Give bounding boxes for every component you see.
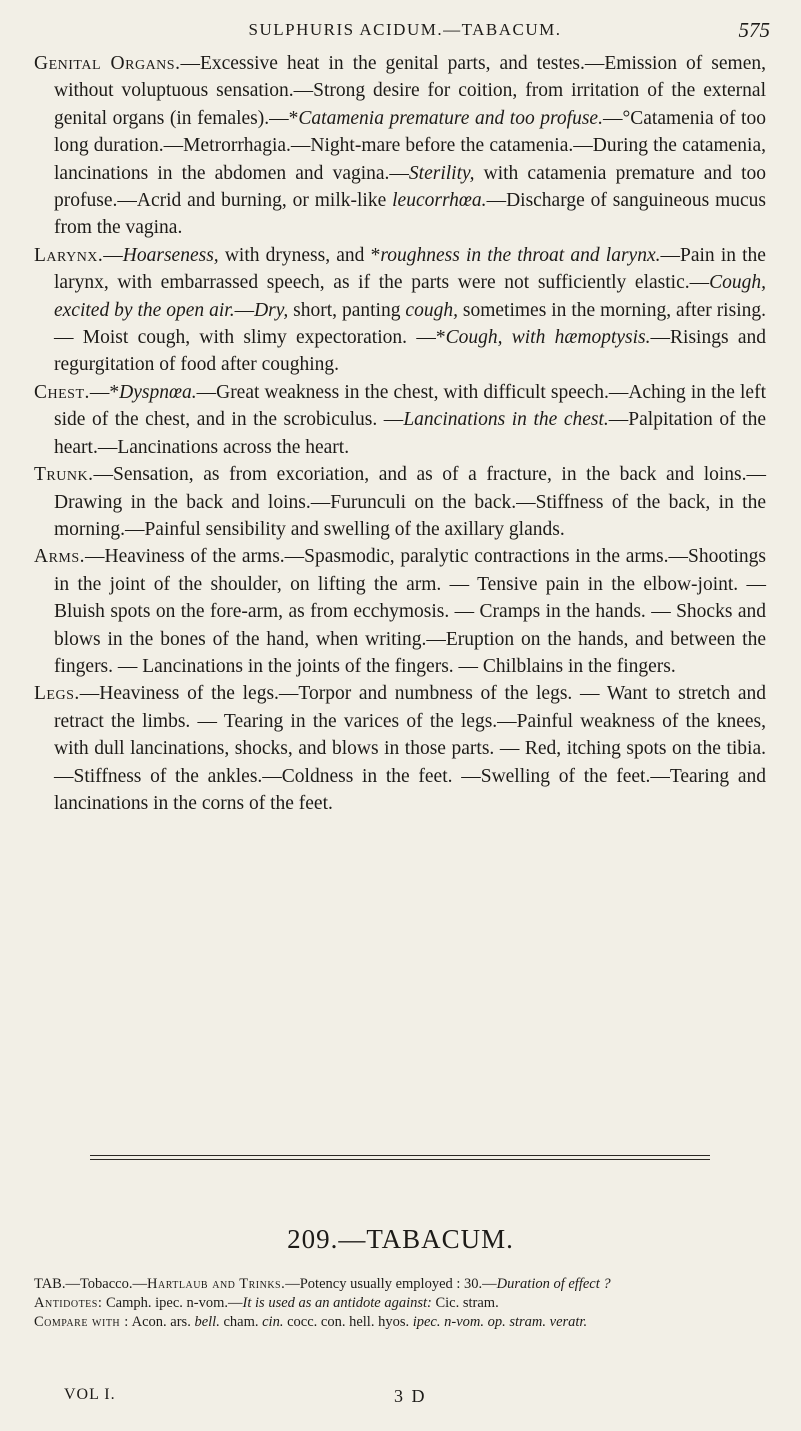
text-run: cough, <box>405 299 458 321</box>
text-run: with dryness, and * <box>218 244 381 266</box>
section-label: Chest. <box>34 381 90 403</box>
text-run: —Great weakness in the chest, with difficult speech.—Aching in the left side of the chest, and in the scrobiculus. — <box>54 381 766 431</box>
text-run: cocc. con. hell. hyos. <box>283 1314 413 1330</box>
volume-label: VOL I. <box>64 1386 116 1403</box>
text-run: — <box>234 299 255 321</box>
text-run: Catamenia premature and too profuse. <box>298 107 603 129</box>
text-run: Sterility, <box>408 162 475 184</box>
remedy-notes <box>34 1275 766 1332</box>
paragraph <box>34 543 766 680</box>
text-run: roughness in the throat and larynx. <box>380 244 661 266</box>
text-run: TAB.—Tobacco.— <box>34 1276 147 1292</box>
text-run: Lancinations in the chest. <box>403 409 609 431</box>
paragraph <box>34 461 766 543</box>
section-divider-second <box>90 1159 710 1160</box>
paragraph <box>34 50 766 242</box>
section-label: Legs. <box>34 683 80 705</box>
text-run: —Potency usually employed : 30.— <box>285 1276 497 1292</box>
section-divider <box>90 1155 710 1156</box>
text-run: It is used as an antidote against: <box>242 1295 432 1311</box>
text-run: Dry, <box>254 299 289 321</box>
page-number: 575 <box>738 18 770 42</box>
text-run: Cough, with hæmoptysis. <box>445 327 651 349</box>
text-run: —Sensation, as from excoriation, and as of a fracture, in the back and loins.—Drawing in the back and loins.—Furunculi on the back.—Stiffness of the back, in the morning.—Painful sensibility and swelling of the axillary glands. <box>54 464 766 540</box>
note-line <box>34 1313 766 1332</box>
section-title: 209.—TABACUM. <box>287 1224 514 1254</box>
text-run: Cic. stram. <box>431 1295 499 1311</box>
text-run: —* <box>89 381 120 403</box>
text-run: —Heaviness of the legs.—Torpor and numbness of the legs. — Want to stretch and retract the limbs. — Tearing in the varices of the legs.—Painful weakness of the knees, with dull lancinations, shocks, and blows in those parts. — Red, itching spots on the tibia.—Stiffness of the ankles.—Coldness in the feet. —Swelling of the feet.—Tearing and lancinations in the corns of the feet. <box>54 683 766 814</box>
text-run: — <box>103 244 123 266</box>
page-footer <box>64 1386 764 1410</box>
note-line <box>34 1275 766 1294</box>
section-label: Arms. <box>34 546 86 568</box>
text-run: —Risings and regurgitation of food after coughing. <box>54 327 767 376</box>
text-run: —Palpitation of the heart.—Lancinations across the heart. <box>54 409 766 458</box>
text-run: —Pain in the larynx, with embarrassed speech, as if the parts were not sufficiently elastic.— <box>54 244 766 294</box>
paragraph <box>34 379 766 461</box>
text-run: cham. <box>219 1314 263 1330</box>
text-run: leucorrhœa. <box>392 190 487 212</box>
section-label: Larynx. <box>34 244 104 266</box>
running-title: SULPHURIS ACIDUM.—TABACUM. <box>248 20 562 39</box>
text-run: sometimes in the morning, after rising. — Moist cough, with slimy expectoration. —* <box>54 299 766 349</box>
symptom-text <box>34 50 766 817</box>
text-run: cin. <box>262 1314 284 1330</box>
text-run: Dyspnœa. <box>119 381 197 403</box>
section-label: Genital Organs. <box>34 53 181 74</box>
text-run: Acon. ars. <box>128 1314 195 1330</box>
note-line <box>34 1294 766 1313</box>
text-run: bell. <box>194 1314 220 1330</box>
text-run: Duration of effect ? <box>496 1276 611 1292</box>
text-run: Cough, excited by the open air. <box>54 272 766 321</box>
text-run: short, panting <box>288 299 406 321</box>
paragraph <box>34 242 766 379</box>
paragraph <box>34 680 766 817</box>
running-head <box>40 12 770 48</box>
text-run: with catamenia premature and too profuse.—Acrid and burning, or milk-like <box>54 162 766 212</box>
text-run: —Heaviness of the arms.—Spasmodic, paralytic contractions in the arms.—Shootings in the joint of the shoulder, on lifting the arm. — Tensive pain in the elbow-joint. — Bluish spots on the fore-arm, as from ecchymosis. — Cramps in the hands. — Shocks and blows in the bones of the hand, when writing.—Eruption on the hands, and between the fingers. — Lancinations in the joints of the fingers. — Chilblains in the fingers. <box>54 546 766 677</box>
section-label: Trunk. <box>34 464 94 486</box>
text-run: Hoarseness, <box>122 244 219 266</box>
signature-mark: 3 D <box>394 1386 427 1406</box>
section-label: Hartlaub and Trinks. <box>147 1276 286 1292</box>
text-run: ipec. n-vom. op. stram. veratr. <box>412 1314 588 1330</box>
text-run: —°Catamenia of too long duration.—Metrorrhagia.—Night-mare before the catamenia.—During the catamenia, lancinations in the abdomen and vagina.— <box>54 107 766 184</box>
text-run: —Excessive heat in the genital parts, and testes.—Emission of semen, without voluptuous sensation.—Strong desire for coition, from irritation of the external genital organs (in females).—* <box>54 53 766 129</box>
text-run: —Discharge of sanguineous mucus from the vagina. <box>54 190 766 239</box>
section-label: Antidotes: <box>34 1295 103 1311</box>
section-label: Compare with : <box>34 1314 129 1330</box>
text-run: Camph. ipec. n-vom.— <box>102 1295 243 1311</box>
